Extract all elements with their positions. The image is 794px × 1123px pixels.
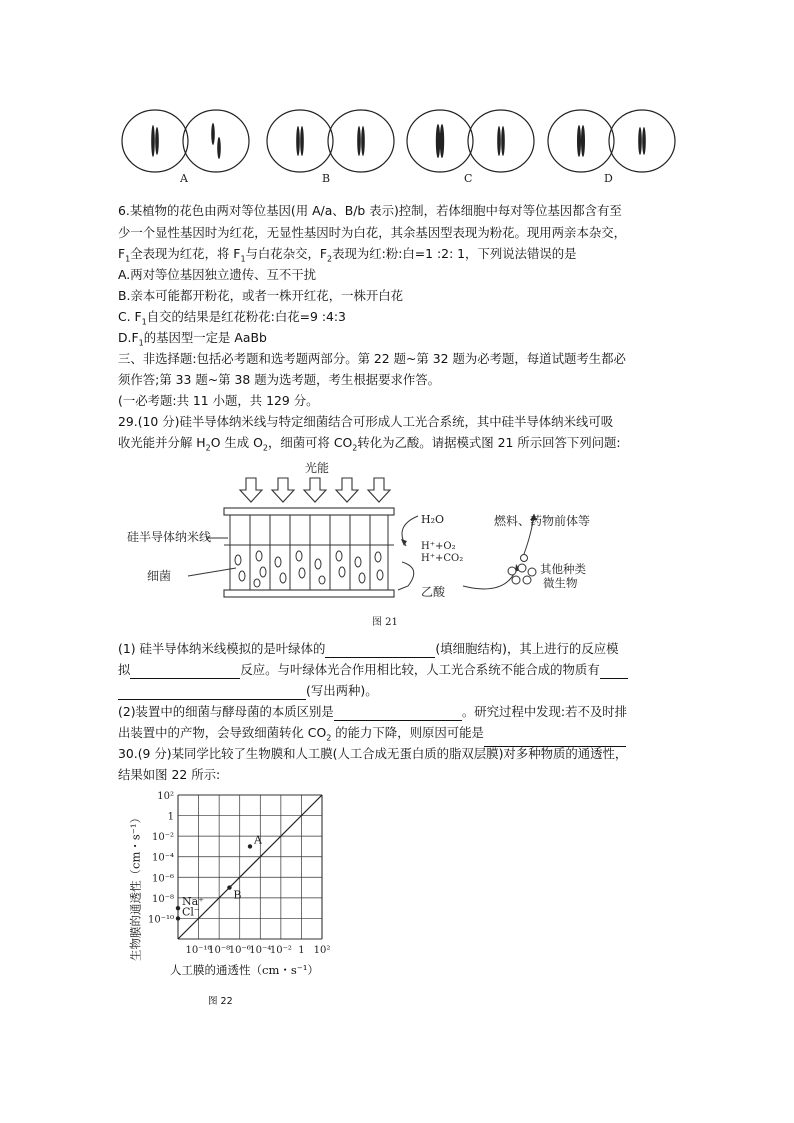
acetate-label: 乙酸 (421, 585, 446, 599)
answer-blank-2[interactable] (130, 665, 240, 679)
data-point-label-0: A (254, 833, 262, 847)
q6-option-d: $D.F_1$的基因型一定是 AaBb (118, 330, 267, 348)
q29-q1-line-3: (写出两种)。 (118, 682, 378, 700)
x-tick-label: 10⁻¹⁰ (185, 945, 212, 956)
y-tick-label: 10⁻¹⁰ (147, 914, 174, 926)
cell-b2 (328, 110, 394, 172)
product2-label: H⁺+CO₂ (421, 553, 464, 564)
q6-line-2: 少一个显性基因时为红花，无显性基因时为白花，其余基因型表现为粉花。现用两亲本杂交， (118, 225, 627, 240)
microbe-label-2: 微生物 (543, 576, 578, 590)
y-axis-title: 生物膜的通透性（cm・s⁻¹） (128, 812, 143, 961)
y-tick-labels (148, 791, 174, 925)
q6-option-c: C. $F_1$自交的结果是红花粉花:白花=9 :4:3 (118, 309, 346, 327)
x-tick-label: 1 (298, 945, 305, 956)
bacteria-label: 细菌 (147, 569, 172, 583)
data-point-0 (248, 844, 252, 848)
y-tick-label: 10⁻⁶ (151, 873, 174, 885)
answer-blank-3[interactable] (600, 665, 628, 679)
option-a-label: A (180, 172, 188, 185)
microbe-cluster (508, 555, 536, 585)
answer-blank-3-cont[interactable] (118, 686, 306, 700)
q30-line-2: 结果如图 22 所示: (118, 767, 221, 782)
light-arrow-icon (272, 478, 294, 502)
top-plate (224, 508, 394, 515)
water-label: H₂O (421, 513, 445, 526)
y-tick-label: 1 (167, 811, 174, 823)
section3-line-3: (一必考题:共 11 小题，共 129 分。 (118, 393, 319, 408)
cell-b1 (267, 110, 333, 172)
data-point-2 (176, 906, 180, 910)
q29-q2-line-1: (2)装置中的细菌与酵母菌的本质区别是 。研究过程中发现:若不及时排 (118, 704, 628, 719)
x-tick-label: 10⁻⁶ (228, 945, 251, 956)
x-axis-title: 人工膜的通透性（cm・s⁻¹） (170, 963, 319, 977)
y-tick-label: 10⁻⁴ (151, 852, 174, 864)
figure22-caption: 图 22 (208, 996, 233, 1007)
option-c-label: C (464, 172, 473, 185)
data-point-label-1: B (233, 888, 242, 902)
q29-line-2: 收光能并分解 $H_2O$ 生成 $O_2$，细菌可将 $CO_2$转化为乙酸。请据模式图 21 所示回答下列问题: (118, 435, 621, 453)
q30-line-1: 30.(9 分)某同学比较了生物膜和人工膜(人工合成无蛋白质的脂双层膜)对多种物质的通透性， (118, 746, 628, 761)
bottom-plate (224, 590, 394, 597)
section3-line-2: 须作答;第 33 题~第 38 题为选考题，考生根据要求作答。 (118, 372, 441, 387)
bacteria-cluster (235, 551, 383, 587)
cell-c2 (468, 110, 534, 172)
x-tick-label: 10⁻² (269, 945, 292, 956)
data-point-label-2: Na⁺ (182, 895, 204, 909)
cell-d2 (609, 110, 675, 172)
figure21-caption: 图 21 (372, 617, 398, 628)
answer-blank-4[interactable] (334, 707, 462, 721)
q29-q1-line-2: 拟 反应。与叶绿体光合作用相比较，人工光合系统不能合成的物质有 (118, 661, 628, 679)
x-tick-label: 10⁻⁸ (208, 945, 231, 956)
x-tick-labels (186, 945, 331, 956)
light-arrow-icon (336, 478, 358, 502)
data-point-label-3: Cl⁻ (182, 905, 200, 919)
microbe-label-1: 其他种类 (540, 562, 586, 576)
option-d-label: D (604, 172, 613, 185)
cell-division-figure (118, 104, 678, 188)
option-b-label: B (322, 172, 331, 185)
q29-q2-line-2: 出装置中的产物，会导致细菌转化 $CO_2$ 的能力下降，则原因可能是 (118, 724, 626, 747)
nanowire-label: 硅半导体纳米线 (127, 530, 212, 544)
data-point-3 (176, 916, 180, 920)
data-point-1 (227, 885, 231, 889)
q29-line-1: 29.(10 分)硅半导体纳米线与特定细菌结合可形成人工光合系统，其中硅半导体纳米线可吸 (118, 414, 614, 429)
answer-blank-1[interactable] (325, 644, 435, 658)
q6-line-1: 6.某植物的花色由两对等位基因(用 A/a、B/b 表示)控制，若体细胞中每对等位基因都含有至 (118, 203, 622, 218)
q6-line-3: $F_1$全表现为红花，将 $F_1$与白花杂交，$F_2$表现为红:粉:白=1 :2: 1，下列说法错误的是 (118, 246, 577, 264)
q6-option-a: A.两对等位基因独立遗传、互不干扰 (118, 267, 317, 282)
light-label: 光能 (305, 461, 330, 475)
x-tick-label: 10⁻⁴ (249, 945, 272, 956)
y-tick-label: 10² (157, 791, 174, 802)
x-tick-label: 10² (313, 945, 331, 956)
cell-a2 (183, 110, 249, 172)
q29-q1-line-1: (1) 硅半导体纳米线模拟的是叶绿体的 (填细胞结构)，其上进行的反应模 (118, 641, 619, 656)
section3-line-1: 三、非选择题:包括必考题和选考题两部分。第 22 题~第 32 题为必考题，每道试题考生都必 (118, 351, 626, 366)
fuel-label: 燃料、药物前体等 (494, 514, 591, 528)
y-tick-label: 10⁻⁸ (151, 893, 174, 905)
cell-a1 (122, 110, 188, 172)
product1-label: H⁺+O₂ (421, 541, 456, 552)
y-tick-label: 10⁻² (151, 832, 174, 844)
light-arrow-icon (368, 478, 390, 502)
light-arrow-icon (304, 478, 326, 502)
q6-option-b: B.亲本可能都开粉花，或者一株开红花，一株开白花 (118, 288, 404, 303)
light-arrow-icon (240, 478, 262, 502)
